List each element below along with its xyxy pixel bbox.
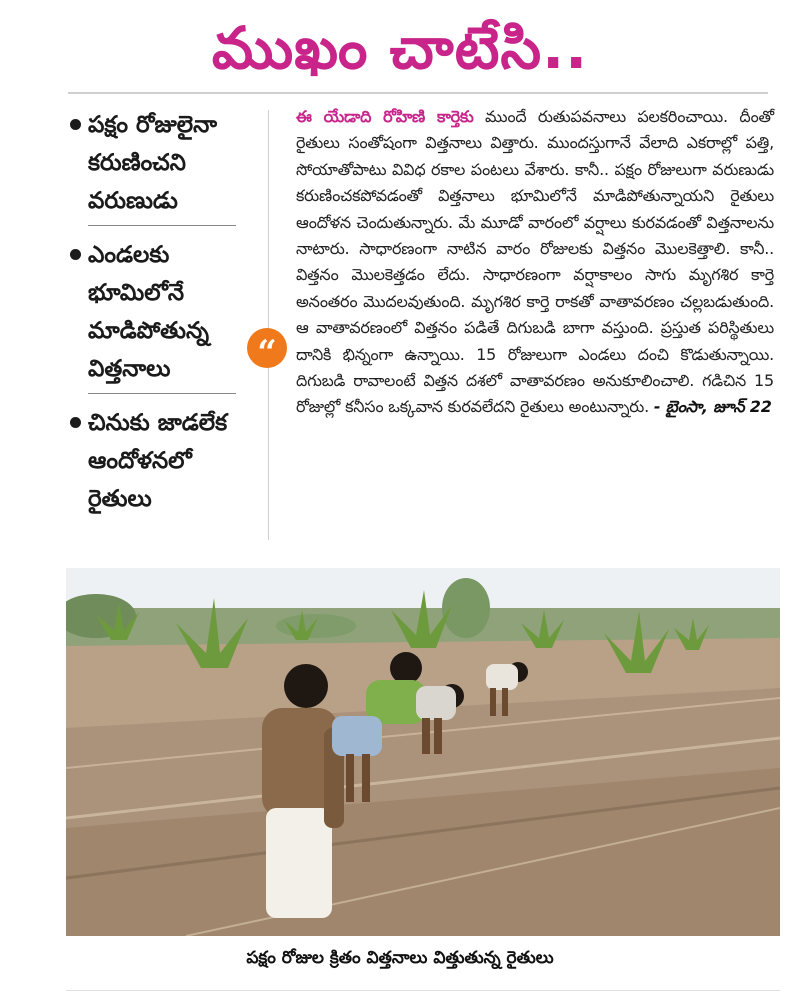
highlight-divider xyxy=(88,393,236,394)
bullet-icon xyxy=(70,119,81,130)
article-lead: ఈ యేడాది రోహిణి కార్తెకు xyxy=(296,107,474,126)
headline: ముఖం చాటేసి.. xyxy=(211,14,589,82)
headline-divider xyxy=(68,92,768,94)
highlight-text: పక్షం రోజులైనా కరుణించని వరుణుడు xyxy=(88,112,217,214)
bullet-icon xyxy=(70,417,81,428)
bullet-icon xyxy=(70,249,81,260)
sidebar-highlights xyxy=(66,106,256,534)
highlight-point xyxy=(66,106,256,226)
highlight-text: చినుకు జాడలేక ఆందోళనలో రైతులు xyxy=(88,410,228,512)
bottom-divider xyxy=(66,990,780,991)
farmers-sowing-photo xyxy=(66,568,780,936)
column-divider xyxy=(268,110,269,540)
article-text: ముందే రుతుపవనాలు పలకరించాయి. దీంతో రైతులు సంతోషంగా విత్తనాలు విత్తారు. ముందస్తుగానే వేలాది ఎకరాల్లో పత్తి, సోయాతోపాటు వివిధ రకాల పంటలు వేశారు. కానీ.. పక్షం రోజులుగా వరుణుడు కరుణించకపోవడంతో విత్తనాలు భూమిలోనే మాడిపోతున్నాయని రైతులు ఆందోళన చెందుతున్నారు. మే మూడో వారంలో వర్షాలు కురవడంతో విత్తనాలను నాటారు. సాధారణంగా నాటిన వారం రోజులకు విత్తనం మొలకెత్తాలి. కానీ.. విత్తనం మొలకెత్తడం లేదు. సాధారణంగా వర్షాకాలం సాగు మృగశిర కార్తె అనంతరం మొదలవుతుంది. మృగశిర కార్తె రాకతో వాతావరణం చల్లబడుతుంది. ఆ వాతావరణంలో విత్తనం పడితే దిగుబడి బాగా వస్తుంది. ప్రస్తుత పరిస్థితులు దానికి భిన్నంగా ఉన్నాయి. 15 రోజులుగా ఎండలు దంచి కొడుతున్నాయి. దిగుబడి రావాలంటే విత్తన దశలో వాతావరణం అనుకూలించాలి. గడిచిన 15 రోజుల్లో కనీసం ఒక్కవాన కురవలేదని రైతులు అంటున్నారు. xyxy=(296,107,774,417)
highlight-text: ఎండలకు భూమిలోనే మాడిపోతున్న విత్తనాలు xyxy=(88,242,209,382)
highlight-point xyxy=(66,236,256,394)
quote-icon: “ xyxy=(247,328,287,368)
highlight-divider xyxy=(88,225,236,226)
photo-caption: పక్షం రోజుల క్రితం విత్తనాలు విత్తుతున్న రైతులు xyxy=(246,948,554,968)
article-dateline: - బైంసా, జూన్ 22 xyxy=(653,397,772,417)
article-body xyxy=(296,104,774,421)
highlight-point xyxy=(66,404,256,524)
